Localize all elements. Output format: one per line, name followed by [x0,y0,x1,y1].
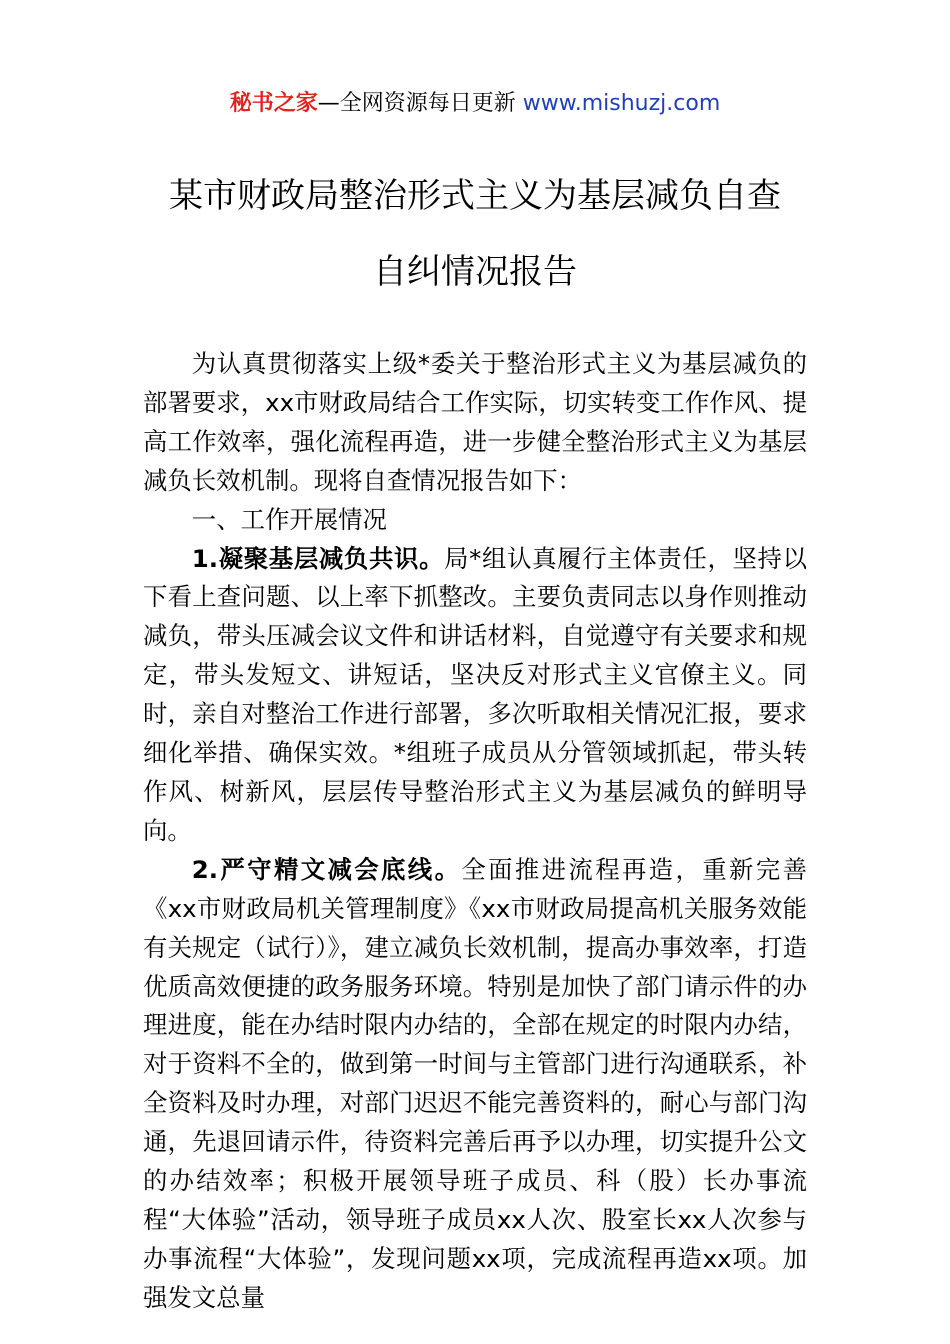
document-body [143,345,807,1318]
document-title [110,158,840,310]
item-1-text: 局*组认真履行主体责任，坚持以下看上查问题、以上率下抓整改。主要负责同志以身作则推动减负，带头压减会议文件和讲话材料，自觉遵守有关要求和规定，带头发短文、讲短话，坚决反对形式主义官僚主义。同时，亲自对整治工作进行部署，多次听取相关情况汇报，要求细化举措、确保实效。*组班子成员从分管领域抓起，带头转作风、树新风，层层传导整治形式主义为基层减负的鲜明导向。 [143,543,807,845]
site-tagline: —全网资源每日更新 [317,91,523,116]
intro-paragraph: 为认真贯彻落实上级*委关于整治形式主义为基层减负的部署要求，xx市财政局结合工作实际，切实转变工作作风、提高工作效率，强化流程再造，进一步健全整治形式主义为基层减负长效机制。现将自查情况报告如下： [143,349,807,495]
item-paragraph-1 [143,540,807,851]
document-title-line-1: 某市财政局整治形式主义为基层减负自查 [169,176,781,216]
site-brand: 秘书之家 [229,91,318,116]
item-paragraph-2 [143,851,807,1318]
document-title-line-2: 自纠情况报告 [373,252,577,292]
item-2-text: 全面推进流程再造，重新完善《xx市财政局机关管理制度》《xx市财政局提高机关服务效能有关规定（试行）》，建立减负长效机制，提高办事效率，打造优质高效便捷的政务服务环境。特别是加快了部门请示件的办理进度，能在办结时限内办结的，全部在规定的时限内办结，对于资料不全的，做到第一时间与主管部门进行沟通联系，补全资料及时办理，对部门迟迟不能完善资料的，耐心与部门沟通，先退回请示件，待资料完善后再予以办理，切实提升公文的办结效率；积极开展领导班子成员、科（股）长办事流程“大体验”活动，领导班子成员xx人次、股室长xx人次参与办事流程“大体验”，发现问题xx项，完成流程再造xx项。加强发文总量 [143,854,807,1312]
site-banner [0,88,950,120]
site-url-link[interactable]: www.mishuzj.com [522,91,721,116]
item-1-title: 1.凝聚基层减负共识。 [191,543,445,573]
item-2-title: 2.严守精文减会底线。 [191,854,462,884]
section-heading: 一、工作开展情况 [191,504,387,534]
